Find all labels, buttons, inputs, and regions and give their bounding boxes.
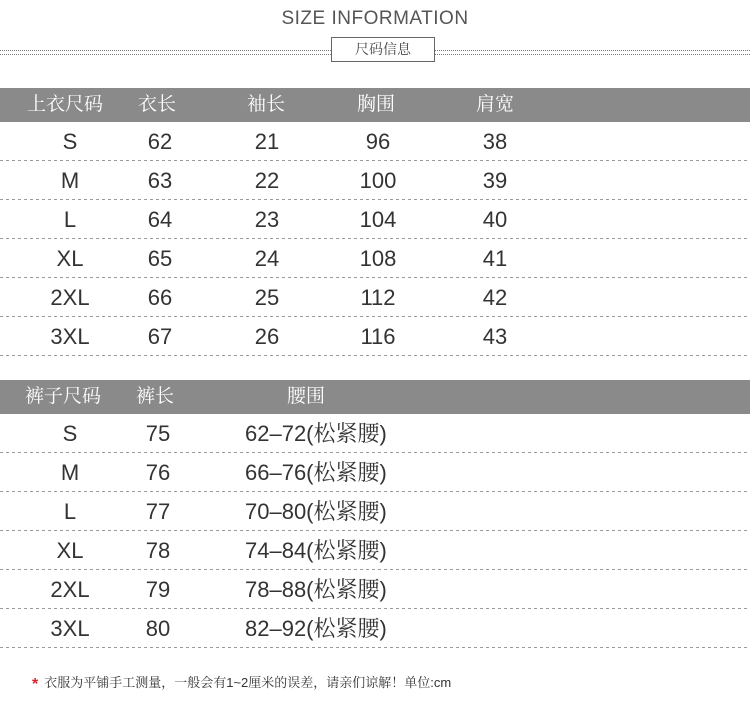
asterisk-icon: *	[32, 676, 39, 693]
table-cell: 65	[147, 246, 173, 271]
table-cell: XL	[56, 246, 84, 271]
table-cell: 62	[147, 129, 173, 154]
table-cell: 3XL	[50, 324, 90, 349]
table-row	[0, 492, 750, 531]
column-header: 腰围	[287, 386, 326, 407]
table-cell: 67	[147, 324, 173, 349]
table-row	[0, 609, 750, 648]
table-cell: 76	[145, 460, 171, 485]
table-cell: 38	[482, 129, 508, 154]
table-cell: XL	[56, 538, 84, 563]
table-cell: L	[63, 207, 77, 232]
table-cell: 63	[147, 168, 173, 193]
table-cell: 82–92(松紧腰)	[245, 616, 387, 641]
table-cell: 78	[145, 538, 171, 563]
bottom-table-header	[0, 380, 750, 414]
top-size-table	[0, 88, 750, 356]
table-cell: 43	[482, 324, 508, 349]
column-header: 胸围	[357, 94, 396, 115]
column-header: 上衣尺码	[27, 94, 104, 115]
table-row	[0, 278, 750, 317]
table-cell: 22	[254, 168, 280, 193]
note-text: 衣服为平铺手工测量，一般会有1~2厘米的误差，请亲们谅解！单位:cm	[44, 675, 452, 690]
table-cell: 62–72(松紧腰)	[245, 421, 387, 446]
table-cell: 108	[359, 246, 397, 271]
top-table-header	[0, 88, 750, 122]
table-cell: S	[62, 421, 78, 446]
table-cell: 78–88(松紧腰)	[245, 577, 387, 602]
table-cell: 70–80(松紧腰)	[245, 499, 387, 524]
table-cell: 3XL	[50, 616, 90, 641]
table-cell: 79	[145, 577, 171, 602]
table-cell: 42	[482, 285, 508, 310]
table-row	[0, 570, 750, 609]
subtitle-box: 尺码信息	[331, 37, 435, 62]
table-row	[0, 200, 750, 239]
table-cell: 74–84(松紧腰)	[245, 538, 387, 563]
table-cell: 64	[147, 207, 173, 232]
table-cell: 112	[360, 285, 396, 310]
table-cell: L	[63, 499, 77, 524]
page-title: SIZE INFORMATION	[281, 8, 469, 29]
table-cell: 66	[147, 285, 173, 310]
table-row	[0, 239, 750, 278]
table-cell: S	[62, 129, 78, 154]
table-cell: 21	[254, 129, 280, 154]
decorative-rule-left	[0, 50, 331, 55]
column-header: 裤子尺码	[25, 386, 102, 407]
table-cell: 75	[145, 421, 171, 446]
table-cell: 104	[359, 207, 397, 232]
table-cell: 23	[254, 207, 280, 232]
table-cell: 24	[254, 246, 280, 271]
table-cell: 26	[254, 324, 280, 349]
table-row	[0, 122, 750, 161]
table-cell: 39	[482, 168, 508, 193]
bottom-size-table	[0, 380, 750, 648]
table-cell: M	[60, 168, 80, 193]
bottom-table-body	[0, 414, 750, 648]
table-row	[0, 453, 750, 492]
table-cell: 100	[359, 168, 397, 193]
table-cell: 116	[360, 324, 396, 349]
table-row	[0, 531, 750, 570]
column-header: 衣长	[138, 94, 177, 115]
column-header: 袖长	[247, 94, 286, 115]
table-cell: 41	[482, 246, 508, 271]
table-cell: 40	[482, 207, 508, 232]
table-cell: 66–76(松紧腰)	[245, 460, 387, 485]
table-cell: M	[60, 460, 80, 485]
table-cell: 25	[254, 285, 280, 310]
table-cell: 77	[145, 499, 171, 524]
table-row	[0, 161, 750, 200]
decorative-rule-right	[435, 50, 750, 55]
table-row	[0, 414, 750, 453]
table-row	[0, 317, 750, 356]
table-cell: 2XL	[50, 577, 90, 602]
measurement-note	[32, 672, 451, 694]
table-cell: 2XL	[50, 285, 90, 310]
column-header: 裤长	[136, 386, 175, 407]
top-table-body	[0, 122, 750, 356]
table-cell: 96	[365, 129, 391, 154]
column-header: 肩宽	[476, 94, 515, 115]
table-cell: 80	[145, 616, 171, 641]
